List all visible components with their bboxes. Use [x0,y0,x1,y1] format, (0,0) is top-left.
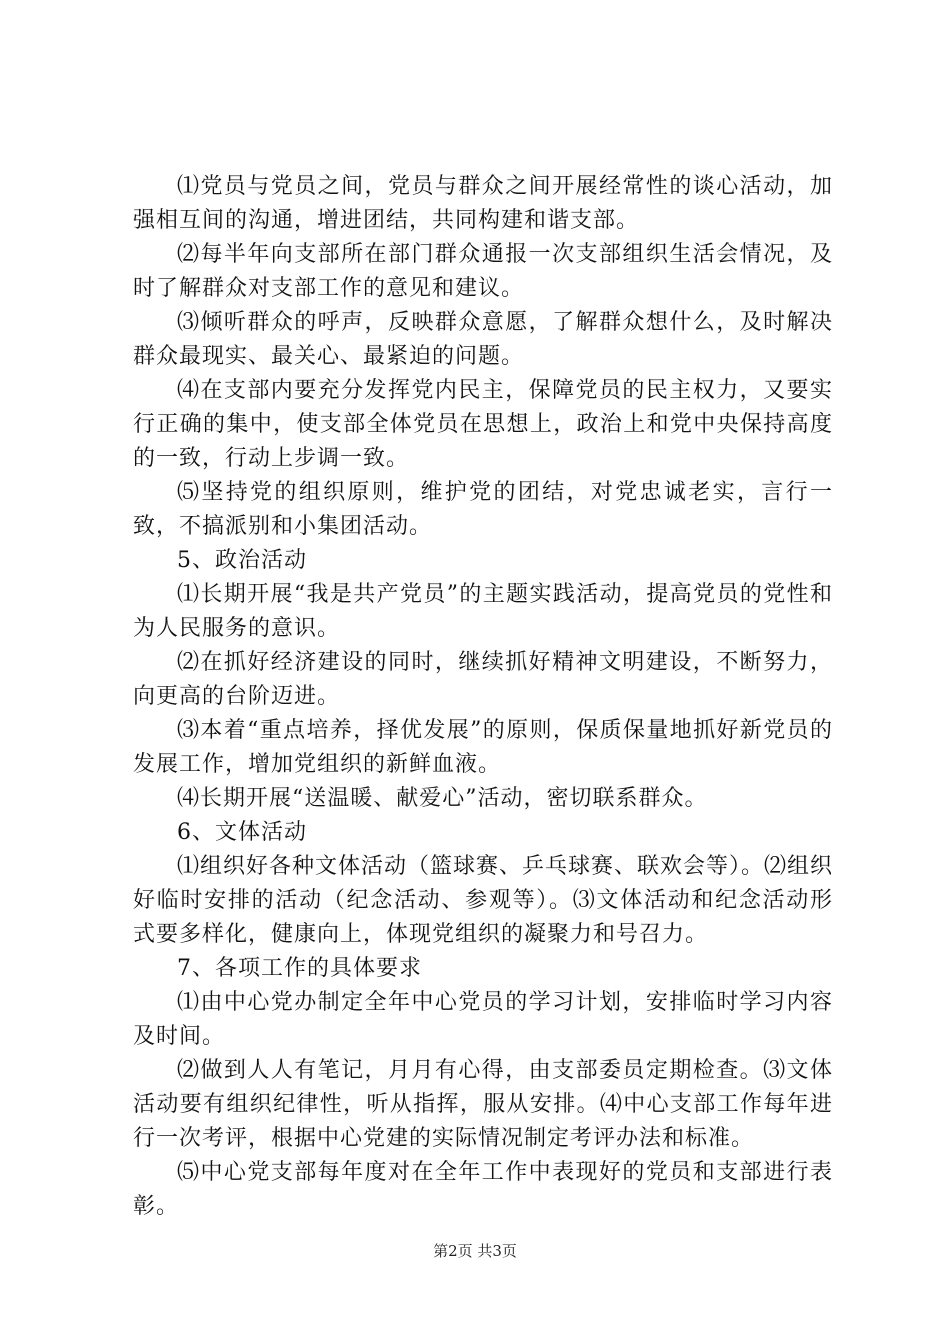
paragraph: ⑴长期开展“我是共产党员”的主题实践活动，提高党员的党性和为人民服务的意识。 [133,582,833,641]
paragraph: ⑶本着“重点培养，择优发展”的原则，保质保量地抓好新党员的发展工作，增加党组织的新鲜血液。 [133,718,833,777]
paragraph: ⑵做到人人有笔记，月月有心得，由支部委员定期检查。⑶文体活动要有组织纪律性，听从指挥，服从安排。⑷中心支部工作每年进行一次考评，根据中心党建的实际情况制定考评办法和标准。 [133,1058,833,1151]
paragraph: ⑸中心党支部每年度对在全年工作中表现好的党员和支部进行表彰。 [133,1160,833,1219]
paragraph: ⑴党员与党员之间，党员与群众之间开展经常性的谈心活动，加强相互间的沟通，增进团结，共同构建和谐支部。 [133,174,833,233]
paragraph: ⑷在支部内要充分发挥党内民主，保障党员的民主权力，又要实行正确的集中，使支部全体党员在思想上，政治上和党中央保持高度的一致，行动上步调一致。 [133,378,833,471]
section-heading: 5、政治活动 [177,548,307,573]
section-heading: 6、文体活动 [177,820,307,845]
section-heading: 7、各项工作的具体要求 [177,956,422,981]
paragraph: ⑴组织好各种文体活动（篮球赛、乒乓球赛、联欢会等）。⑵组织好临时安排的活动（纪念活动、参观等）。⑶文体活动和纪念活动形式要多样化，健康向上，体现党组织的凝聚力和号召力。 [133,854,834,947]
paragraph: ⑷长期开展“送温暖、献爱心”活动，密切联系群众。 [177,786,708,811]
document-body [133,170,833,1224]
paragraph: ⑵每半年向支部所在部门群众通报一次支部组织生活会情况，及时了解群众对支部工作的意见和建议。 [133,242,833,301]
page-number-footer: 第2页 共3页 [433,1242,517,1260]
paragraph: ⑵在抓好经济建设的同时，继续抓好精神文明建设，不断努力，向更高的台阶迈进。 [133,650,833,709]
paragraph: ⑶倾听群众的呼声，反映群众意愿，了解群众想什么，及时解决群众最现实、最关心、最紧迫的问题。 [133,310,833,369]
paragraph: ⑸坚持党的组织原则，维护党的团结，对党忠诚老实，言行一致，不搞派别和小集团活动。 [133,480,833,539]
paragraph: ⑴由中心党办制定全年中心党员的学习计划，安排临时学习内容及时间。 [133,990,833,1049]
